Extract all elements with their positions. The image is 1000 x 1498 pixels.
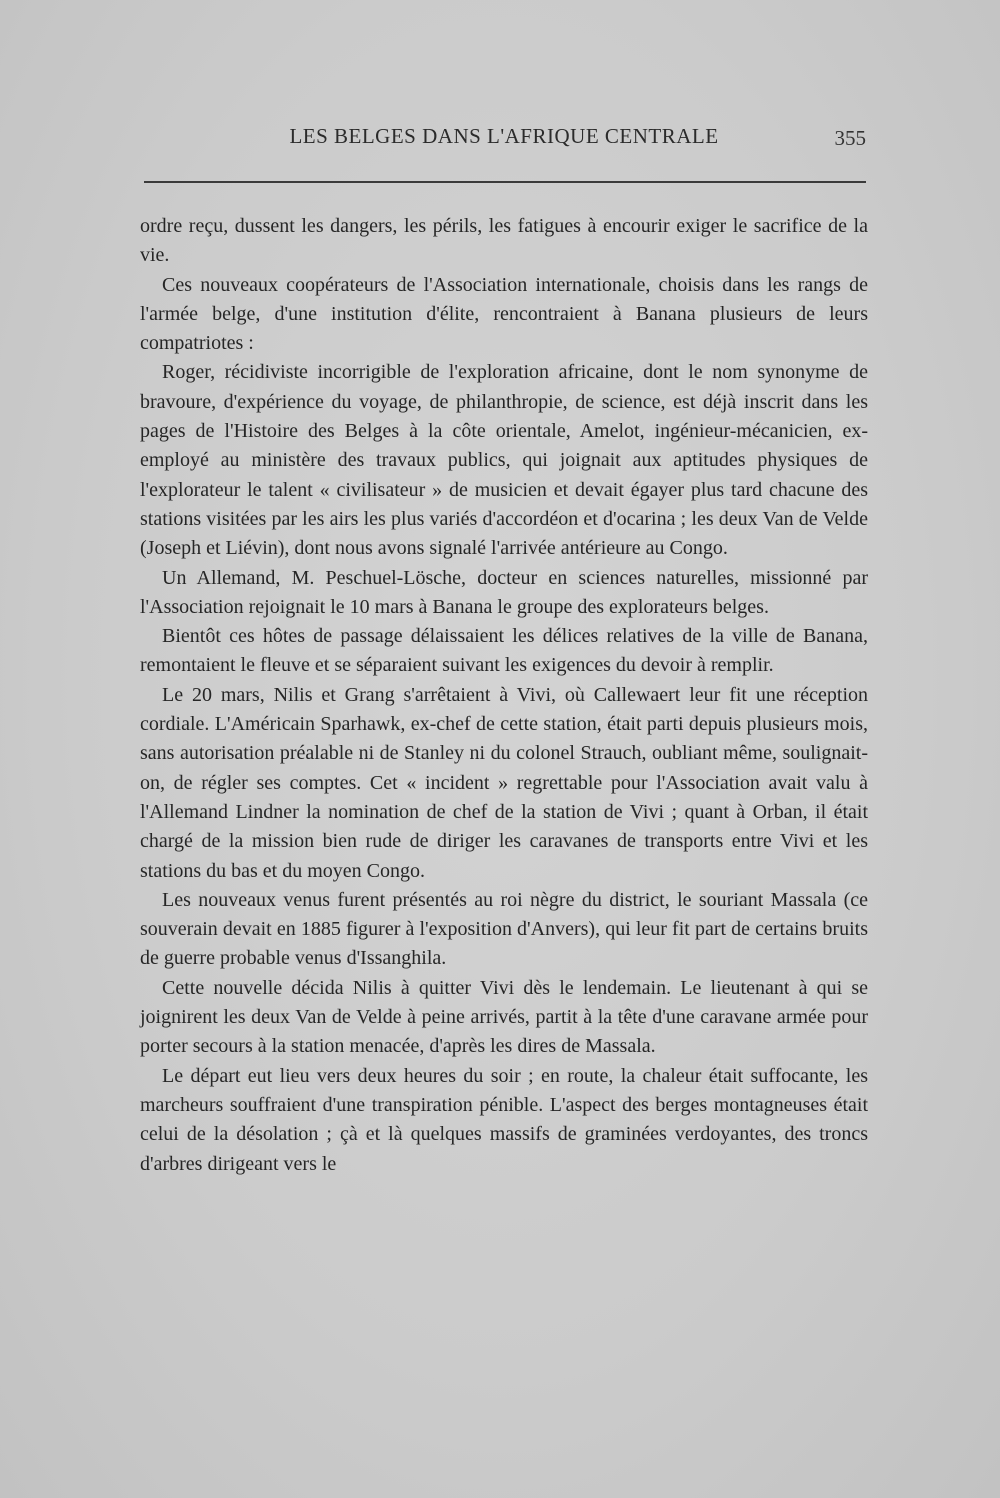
paragraph: Les nouveaux venus furent présentés au roi nègre du district, le souriant Massala (ce souverain devait en 1885 figurer à l'exposition d'Anvers), qui leur fit part de certains bruits de guerre probable venus d'Issanghila.: [140, 888, 868, 970]
body-text: [140, 212, 868, 1179]
running-head: [140, 124, 868, 156]
paragraph: Ces nouveaux coopérateurs de l'Association internationale, choisis dans les rangs de l'armée belge, d'une institution d'élite, rencontraient à Banana plusieurs de leurs compatriotes :: [140, 273, 868, 355]
page-number: 355: [834, 126, 866, 150]
paragraph: Bientôt ces hôtes de passage délaissaient les délices relatives de la ville de Banana, remontaient le fleuve et se séparaient suivant les exigences du devoir à remplir.: [140, 625, 868, 677]
paragraph: Cette nouvelle décida Nilis à quitter Vivi dès le lendemain. Le lieutenant à qui se joignirent les deux Van de Velde à peine arrivés, partit à la tête d'une caravane armée pour porter secours à la station menacée, d'après les dires de Massala.: [140, 976, 868, 1058]
paragraph: Un Allemand, M. Peschuel-Lösche, docteur en sciences naturelles, missionné par l'Association rejoignait le 10 mars à Banana le groupe des explorateurs belges.: [140, 566, 868, 618]
paragraph-continued: ordre reçu, dussent les dangers, les périls, les fatigues à encourir exiger le sacrifice de la vie.: [140, 215, 868, 267]
paragraph: Le 20 mars, Nilis et Grang s'arrêtaient à Vivi, où Callewaert leur fit une réception cordiale. L'Américain Sparhawk, ex-chef de cette station, était parti depuis plusieurs mois, sans autorisation préalable ni de Stanley ni du colonel Strauch, oubliant même, soulignait-on, de régler ses comptes. Cet « incident » regrettable pour l'Association avait valu à l'Allemand Lindner la nomination de chef de la station de Vivi ; quant à Orban, il était chargé de la mission bien rude de diriger les caravanes de transports entre Vivi et les stations du bas et du moyen Congo.: [140, 683, 868, 882]
paragraph: Roger, récidiviste incorrigible de l'exploration africaine, dont le nom synonyme de bravoure, d'expérience du voyage, de philanthropie, de science, est déjà inscrit dans les pages de l'Histoire des Belges à la côte orientale, Amelot, ingénieur-mécanicien, ex-employé au ministère des travaux publics, qui joignait aux aptitudes physiques de l'explorateur le talent « civilisateur » de musicien et devait égayer plus tard chacune des stations visitées par les airs les plus variés d'accordéon et d'ocarina ; les deux Van de Velde (Joseph et Liévin), dont nous avons signalé l'arrivée antérieure au Congo.: [140, 361, 868, 560]
paragraph: Le départ eut lieu vers deux heures du soir ; en route, la chaleur était suffocante, les marcheurs souffraient d'une transpiration pénible. L'aspect des berges montagneuses était celui de la désolation ; çà et là quelques massifs de graminées verdoyantes, des troncs d'arbres dirigeant vers le: [140, 1064, 868, 1175]
header-rule: [144, 181, 866, 183]
running-title: LES BELGES DANS L'AFRIQUE CENTRALE: [289, 124, 719, 148]
